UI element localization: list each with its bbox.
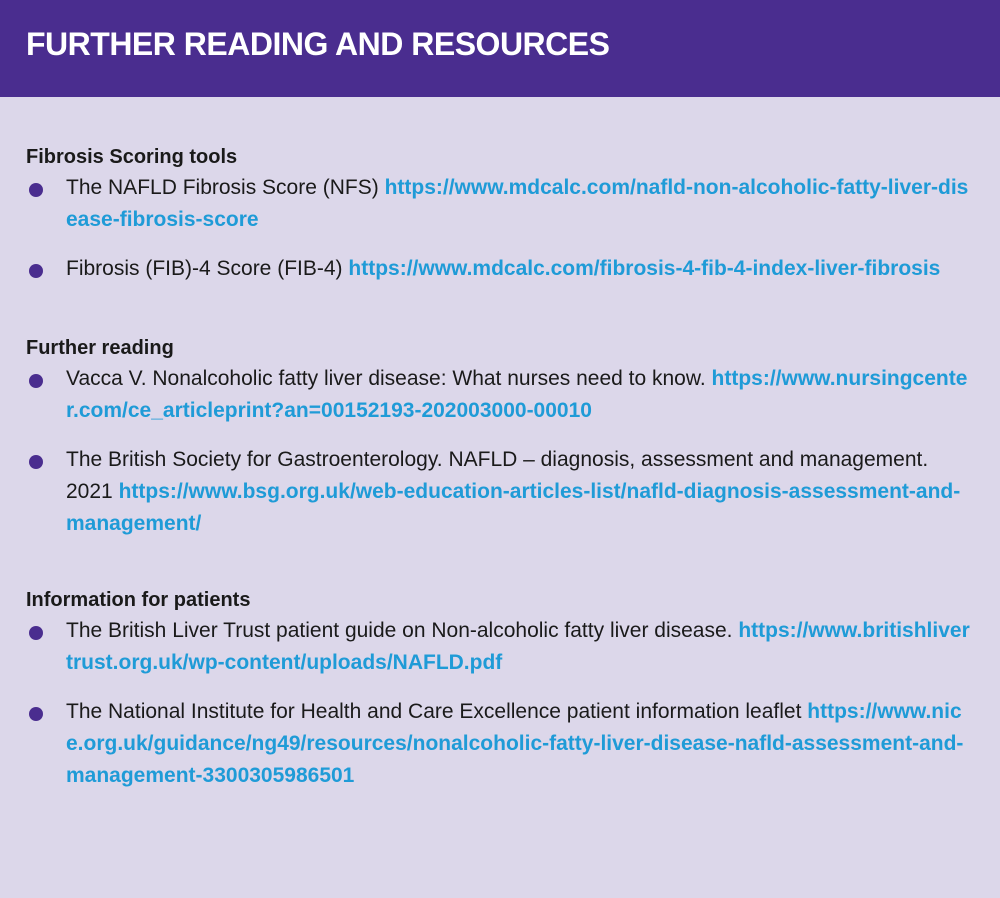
list-item <box>26 696 970 792</box>
section-information-for-patients <box>26 587 970 792</box>
section-further-reading <box>26 335 970 540</box>
list-item <box>26 444 970 540</box>
bullet-icon <box>29 626 43 640</box>
page-title: FURTHER READING AND RESOURCES <box>26 26 610 62</box>
resource-link[interactable]: https://www.nursingcenter.com/ce_articleprint?an=00152193-202003000-00010 <box>66 367 968 422</box>
resource-list <box>26 363 970 540</box>
bullet-icon <box>29 264 43 278</box>
header-banner <box>0 0 1000 97</box>
section-title: Fibrosis Scoring tools <box>26 146 238 168</box>
resource-link[interactable]: https://www.britishlivertrust.org.uk/wp-content/uploads/NAFLD.pdf <box>66 619 970 674</box>
item-text: Vacca V. Nonalcoholic fatty liver disease: What nurses need to know. <box>66 367 712 390</box>
resource-link[interactable]: https://www.mdcalc.com/nafld-non-alcoholic-fatty-liver-disease-fibrosis-score <box>66 176 969 231</box>
section-title: Information for patients <box>26 589 251 611</box>
bullet-icon <box>29 455 43 469</box>
item-text: The British Liver Trust patient guide on Non-alcoholic fatty liver disease. <box>66 619 739 642</box>
item-text: The National Institute for Health and Care Excellence patient information leaflet <box>66 700 808 723</box>
list-item <box>26 253 970 285</box>
list-item <box>26 363 970 427</box>
item-text: Fibrosis (FIB)-4 Score (FIB-4) <box>66 257 349 280</box>
resource-link[interactable]: https://www.bsg.org.uk/web-education-articles-list/nafld-diagnosis-assessment-and-management/ <box>66 480 961 535</box>
resource-link[interactable]: https://www.nice.org.uk/guidance/ng49/resources/nonalcoholic-fatty-liver-disease-nafld-assessment-and-management-3300305986501 <box>66 700 964 787</box>
bullet-icon <box>29 707 43 721</box>
section-title: Further reading <box>26 337 174 359</box>
resource-list <box>26 172 970 285</box>
resource-link[interactable]: https://www.mdcalc.com/fibrosis-4-fib-4-index-liver-fibrosis <box>348 257 941 280</box>
list-item <box>26 172 970 236</box>
item-text: The NAFLD Fibrosis Score (NFS) <box>66 176 385 199</box>
item-text: The British Society for Gastroenterology. NAFLD – diagnosis, assessment and management. 2021 <box>66 448 929 503</box>
section-fibrosis-scoring-tools <box>26 144 970 285</box>
resources-panel <box>0 97 1000 792</box>
bullet-icon <box>29 183 43 197</box>
bullet-icon <box>29 374 43 388</box>
resource-list <box>26 615 970 792</box>
list-item <box>26 615 970 679</box>
